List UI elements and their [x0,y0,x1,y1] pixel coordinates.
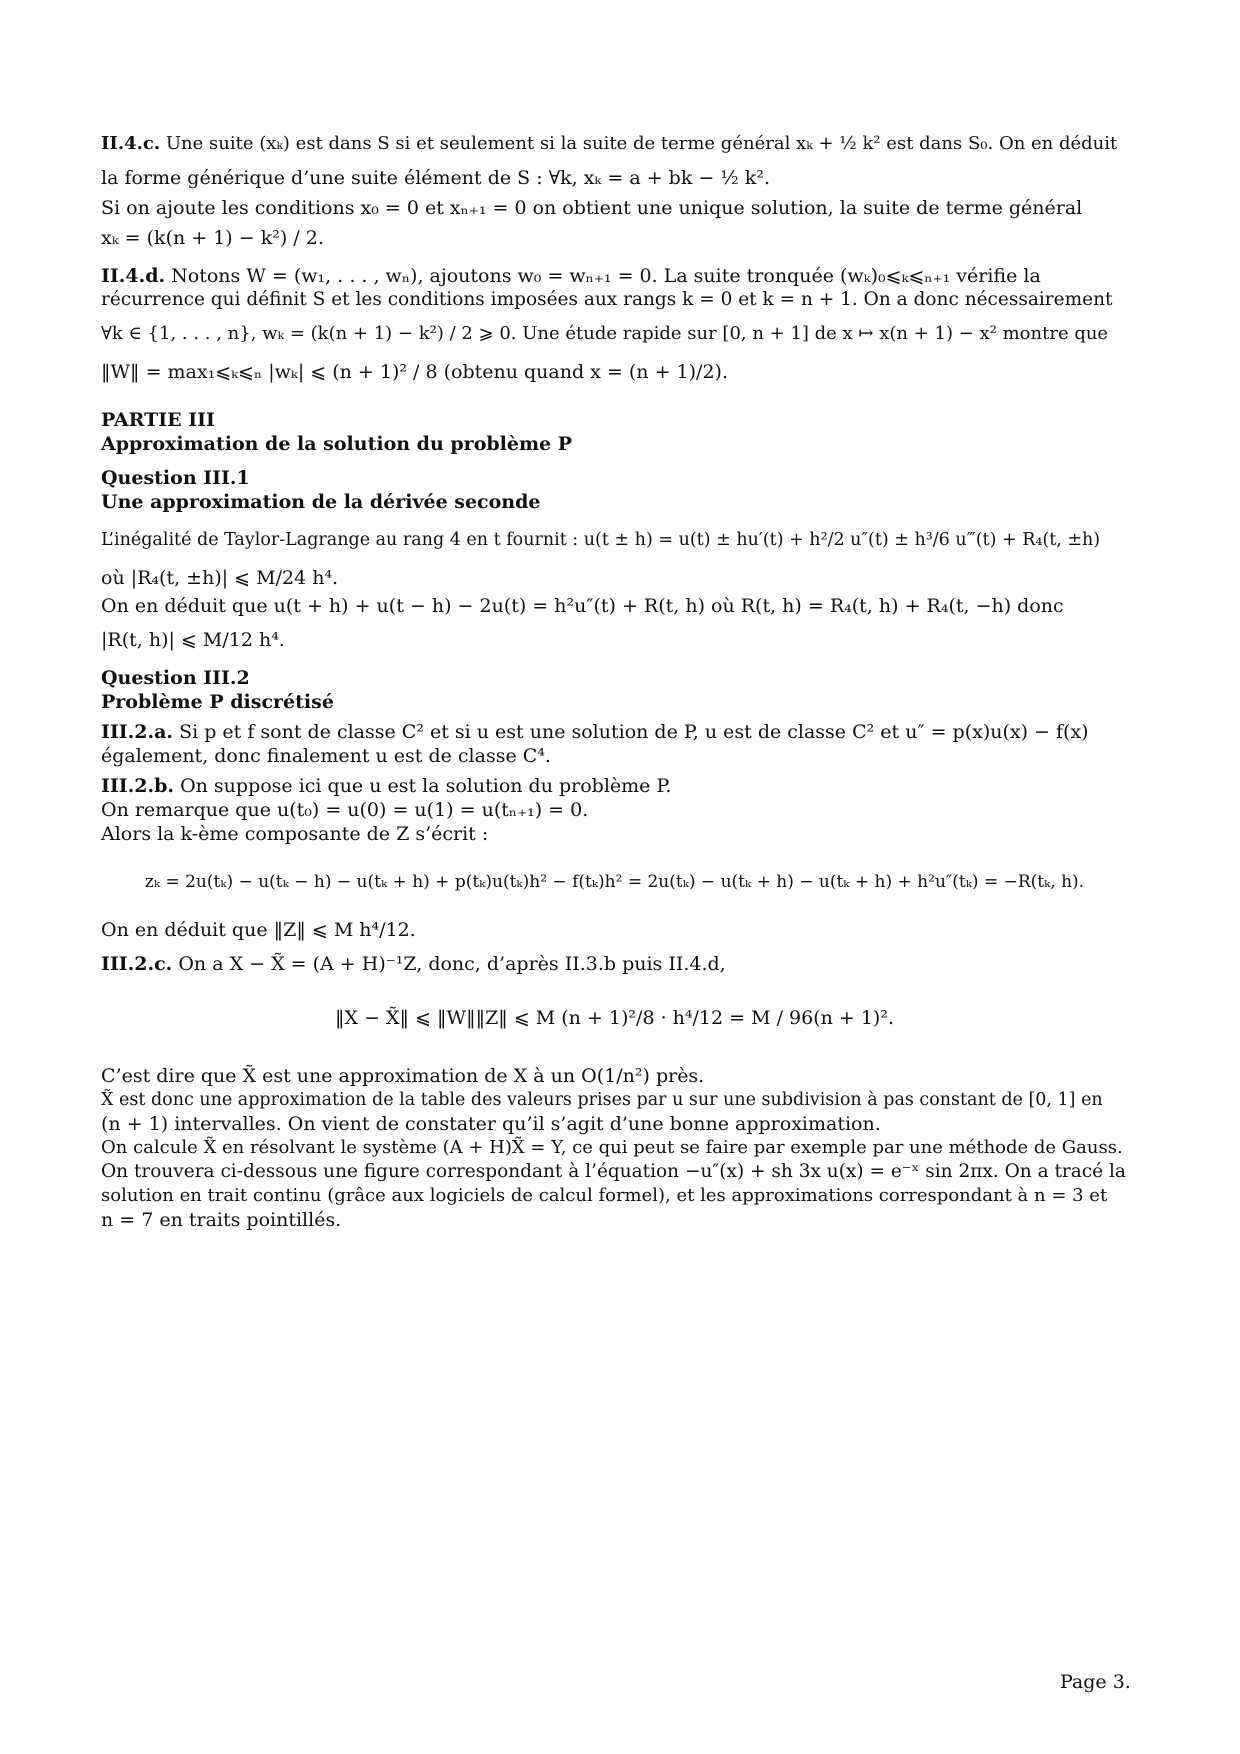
question-subtitle: Problème P discrétisé [101,691,334,713]
text-line: solution en trait continu (grâce aux logiciels de calcul formel), et les approximations correspondant à n = 3 et [101,1185,1108,1206]
text-line: récurrence qui définit S et les conditions imposées aux rangs k = 0 et k = n + 1. On a donc nécessairement [101,289,1113,310]
text-line: On calcule X̃ en résolvant le système (A + H)X̃ = Y, ce qui peut se faire par exemple par une méthode de Gauss. [101,1137,1123,1158]
part-III-heading [101,408,1128,456]
text-line: Alors la k-ème composante de Z s’écrit : [101,823,489,845]
part-subtitle: Approximation de la solution du problème P [101,433,573,455]
part-title: PARTIE III [101,409,215,431]
section-label: III.2.b. [101,775,175,797]
text-line: Notons W = (w₁, . . . , wₙ), ajoutons w₀ = wₙ₊₁ = 0. La suite tronquée (wₖ)₀⩽ₖ⩽ₙ₊₁ vérifie la [171,265,1041,287]
section-II-4-d [101,264,1128,384]
section-label: III.2.a. [101,721,174,743]
display-equation: ‖X − X̃‖ ⩽ ‖W‖‖Z‖ ⩽ M (n + 1)²/8 · h⁴/12 = M / 96(n + 1)². [335,1007,894,1029]
text-line: On en déduit que u(t + h) + u(t − h) − 2u(t) = h²u″(t) + R(t, h) où R(t, h) = R₄(t, h) + R₄(t, −h) donc [101,595,1064,617]
section-III-2-b [101,774,1128,942]
section-III-2-a [101,720,1128,768]
text-line: Si p et f sont de classe C² et si u est une solution de P, u est de classe C² et u″ = p(x)u(x) − f(x) [179,721,1089,743]
section-label: III.2.c. [101,953,173,975]
text-line: On suppose ici que u est la solution du problème P. [180,775,672,797]
text-line: ∀k ∈ {1, . . . , n}, wₖ = (k(n + 1) − k²) / 2 ⩾ 0. Une étude rapide sur [0, n + 1] de x ↦ x(n + 1) − x² montre que [101,323,1109,344]
question-title: Question III.1 [101,467,250,489]
section-II-4-c [101,132,1128,250]
formula-line: ‖W‖ = max₁⩽ₖ⩽ₙ |wₖ| ⩽ (n + 1)² / 8 (obtenu quand x = (n + 1)/2). [101,361,728,383]
question-III-2 [101,666,1128,714]
text-line: On trouvera ci-dessous une figure correspondant à l’équation −u″(x) + sh 3x u(x) = e⁻ˣ sin 2πx. On a tracé la [101,1161,1126,1182]
formula-line: xₖ = (k(n + 1) − k²) / 2. [101,227,324,249]
text-line: On en déduit que ‖Z‖ ⩽ M h⁴/12. [101,919,416,941]
text-line: également, donc finalement u est de classe C⁴. [101,745,551,767]
document-body [101,132,1128,1232]
question-title: Question III.2 [101,667,250,689]
text-line: On a X − X̃ = (A + H)⁻¹Z, donc, d’après II.3.b puis II.4.d, [178,953,726,975]
question-subtitle: Une approximation de la dérivée seconde [101,491,541,513]
text-line: la forme générique d’une suite élément de S : ∀k, xₖ = a + bk − ½ k². [101,167,770,189]
section-label: II.4.d. [101,265,166,287]
text-line: C’est dire que X̃ est une approximation de X à un O(1/n²) près. [101,1065,705,1087]
text-line: Si on ajoute les conditions x₀ = 0 et xₙ₊₁ = 0 on obtient une unique solution, la suite de terme général [101,197,1083,219]
text-line: Une suite (xₖ) est dans S si et seulement si la suite de terme général xₖ + ½ k² est dans S₀. On en déduit [165,133,1118,154]
display-equation: zₖ = 2u(tₖ) − u(tₖ − h) − u(tₖ + h) + p(tₖ)u(tₖ)h² − f(tₖ)h² = 2u(tₖ) − u(tₖ + h) − u(tₖ + h) + h²u″(tₖ) = −R(tₖ, h). [144,872,1085,892]
page-number: Page 3. [1060,1671,1131,1693]
text-line: (n + 1) intervalles. On vient de constater qu’il s’agit d’une bonne approximation. [101,1113,881,1135]
section-III-2-c [101,952,1128,1232]
text-line: On remarque que u(t₀) = u(0) = u(1) = u(tₙ₊₁) = 0. [101,799,589,821]
text-line: L’inégalité de Taylor-Lagrange au rang 4 en t fournit : u(t ± h) = u(t) ± hu′(t) + h²/2 u″(t) ± h³/6 u‴(t) + R₄(t, ±h) [101,530,1101,550]
question-III-1 [101,466,1128,652]
text-line: X̃ est donc une approximation de la table des valeurs prises par u sur une subdivision à pas constant de [0, 1] en [101,1090,1103,1110]
text-line: |R(t, h)| ⩽ M/12 h⁴. [101,629,285,651]
text-line: n = 7 en traits pointillés. [101,1209,342,1231]
text-line: où |R₄(t, ±h)| ⩽ M/24 h⁴. [101,567,339,589]
section-label: II.4.c. [101,133,161,154]
